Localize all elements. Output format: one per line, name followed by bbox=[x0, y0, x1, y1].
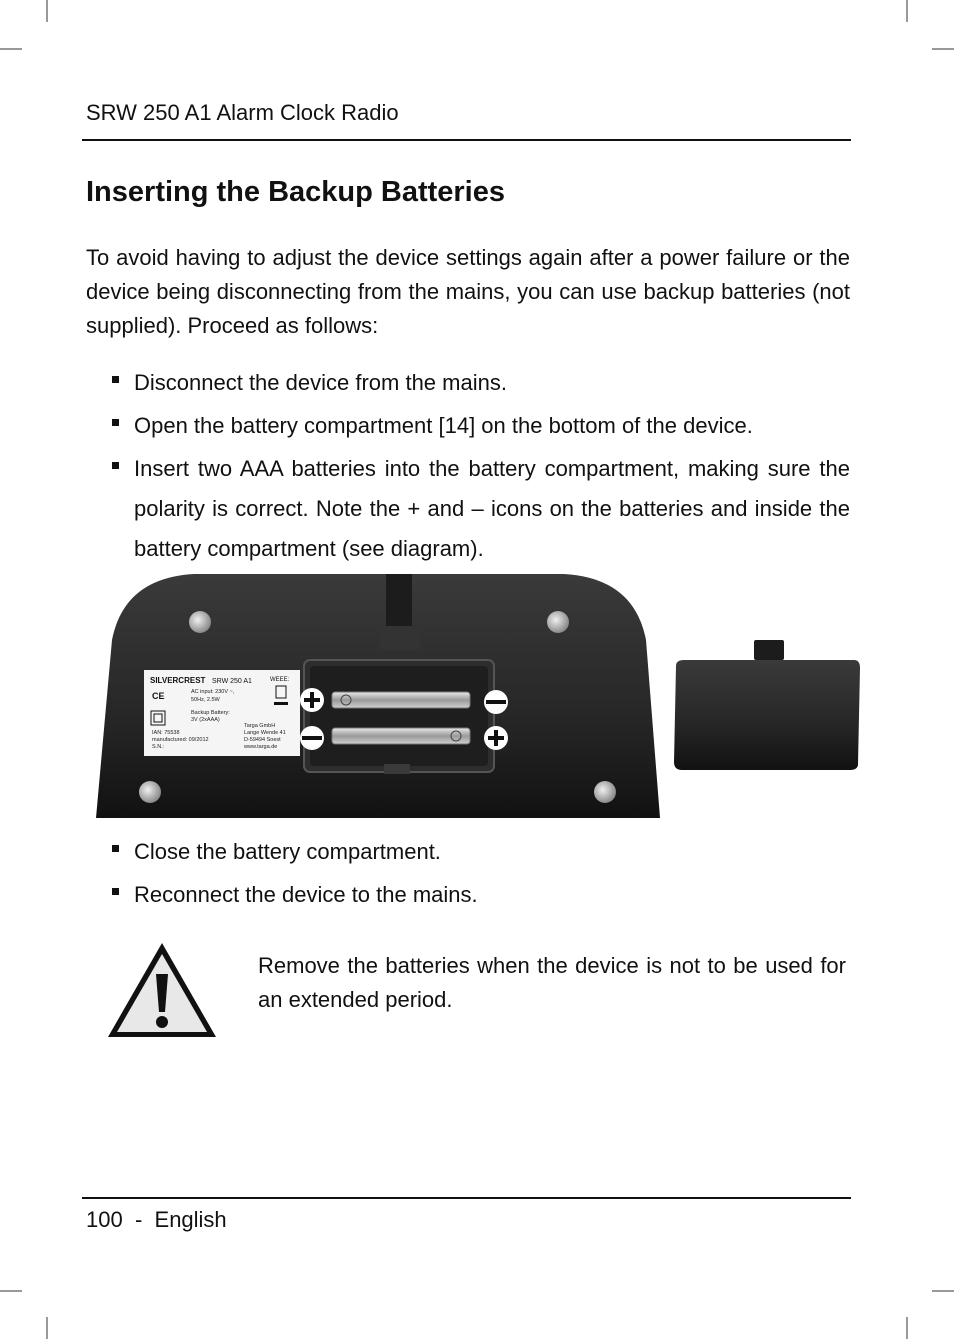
footer-rule bbox=[82, 1197, 851, 1199]
page-footer bbox=[86, 1207, 227, 1233]
label-manufactured: manufactured: 09/2012 bbox=[152, 737, 209, 743]
label-company: Targa GmbH bbox=[244, 723, 276, 729]
list-item: Insert two AAA batteries into the battery compartment, making sure the polarity is correct. Note the + and – icons on the batteries and inside the battery compartment (see diagram). bbox=[110, 449, 850, 569]
page-number: 100 bbox=[86, 1207, 123, 1232]
steps-list bbox=[110, 363, 850, 572]
footer-language: English bbox=[154, 1207, 227, 1232]
crop-mark bbox=[46, 0, 48, 22]
label-model: SRW 250 A1 bbox=[212, 678, 252, 685]
list-item: Reconnect the device to the mains. bbox=[110, 875, 850, 915]
crop-mark bbox=[46, 1317, 48, 1339]
label-power: 50Hz, 2.5W bbox=[191, 697, 220, 703]
list-item: Close the battery compartment. bbox=[110, 832, 850, 872]
intro-paragraph: To avoid having to adjust the device settings again after a power failure or the device being disconnecting from the mains, you can use backup batteries (not supplied). Proceed as follows: bbox=[86, 245, 850, 338]
label-weee: WEEE: bbox=[270, 677, 290, 683]
label-input: AC input: 230V ~, bbox=[191, 689, 235, 695]
crop-mark bbox=[0, 1290, 22, 1292]
header-rule bbox=[82, 139, 851, 141]
warning-triangle-icon bbox=[106, 940, 218, 1040]
label-web: www.targa.de bbox=[244, 744, 278, 750]
warning-text: Remove the batteries when the device is not to be used for an extended period. bbox=[258, 953, 846, 1012]
label-backup: Backup Battery: bbox=[191, 710, 230, 716]
label-ian: IAN: 75538 bbox=[152, 730, 180, 736]
crop-mark bbox=[0, 48, 22, 50]
label-brand: SILVERCREST bbox=[150, 676, 206, 685]
section-title: Inserting the Backup Batteries bbox=[86, 176, 505, 208]
label-sn: S.N.: bbox=[152, 744, 165, 750]
battery-compartment-diagram bbox=[94, 570, 860, 822]
label-city: D-59494 Soest bbox=[244, 737, 281, 743]
footer-separator: - bbox=[134, 1207, 143, 1232]
list-item: Disconnect the device from the mains. bbox=[110, 363, 850, 403]
crop-mark bbox=[906, 0, 908, 22]
running-header: SRW 250 A1 Alarm Clock Radio bbox=[86, 100, 399, 125]
label-street: Lange Wende 41 bbox=[244, 730, 286, 736]
crop-mark bbox=[932, 1290, 954, 1292]
crop-mark bbox=[932, 48, 954, 50]
label-battery: 3V (2xAAA) bbox=[191, 717, 220, 723]
steps-list-continued bbox=[110, 832, 850, 918]
battery-cover bbox=[674, 640, 860, 770]
rating-label bbox=[144, 670, 300, 756]
svg-text:CE: CE bbox=[152, 691, 165, 701]
crop-mark bbox=[906, 1317, 908, 1339]
list-item: Open the battery compartment [14] on the bottom of the device. bbox=[110, 406, 850, 446]
